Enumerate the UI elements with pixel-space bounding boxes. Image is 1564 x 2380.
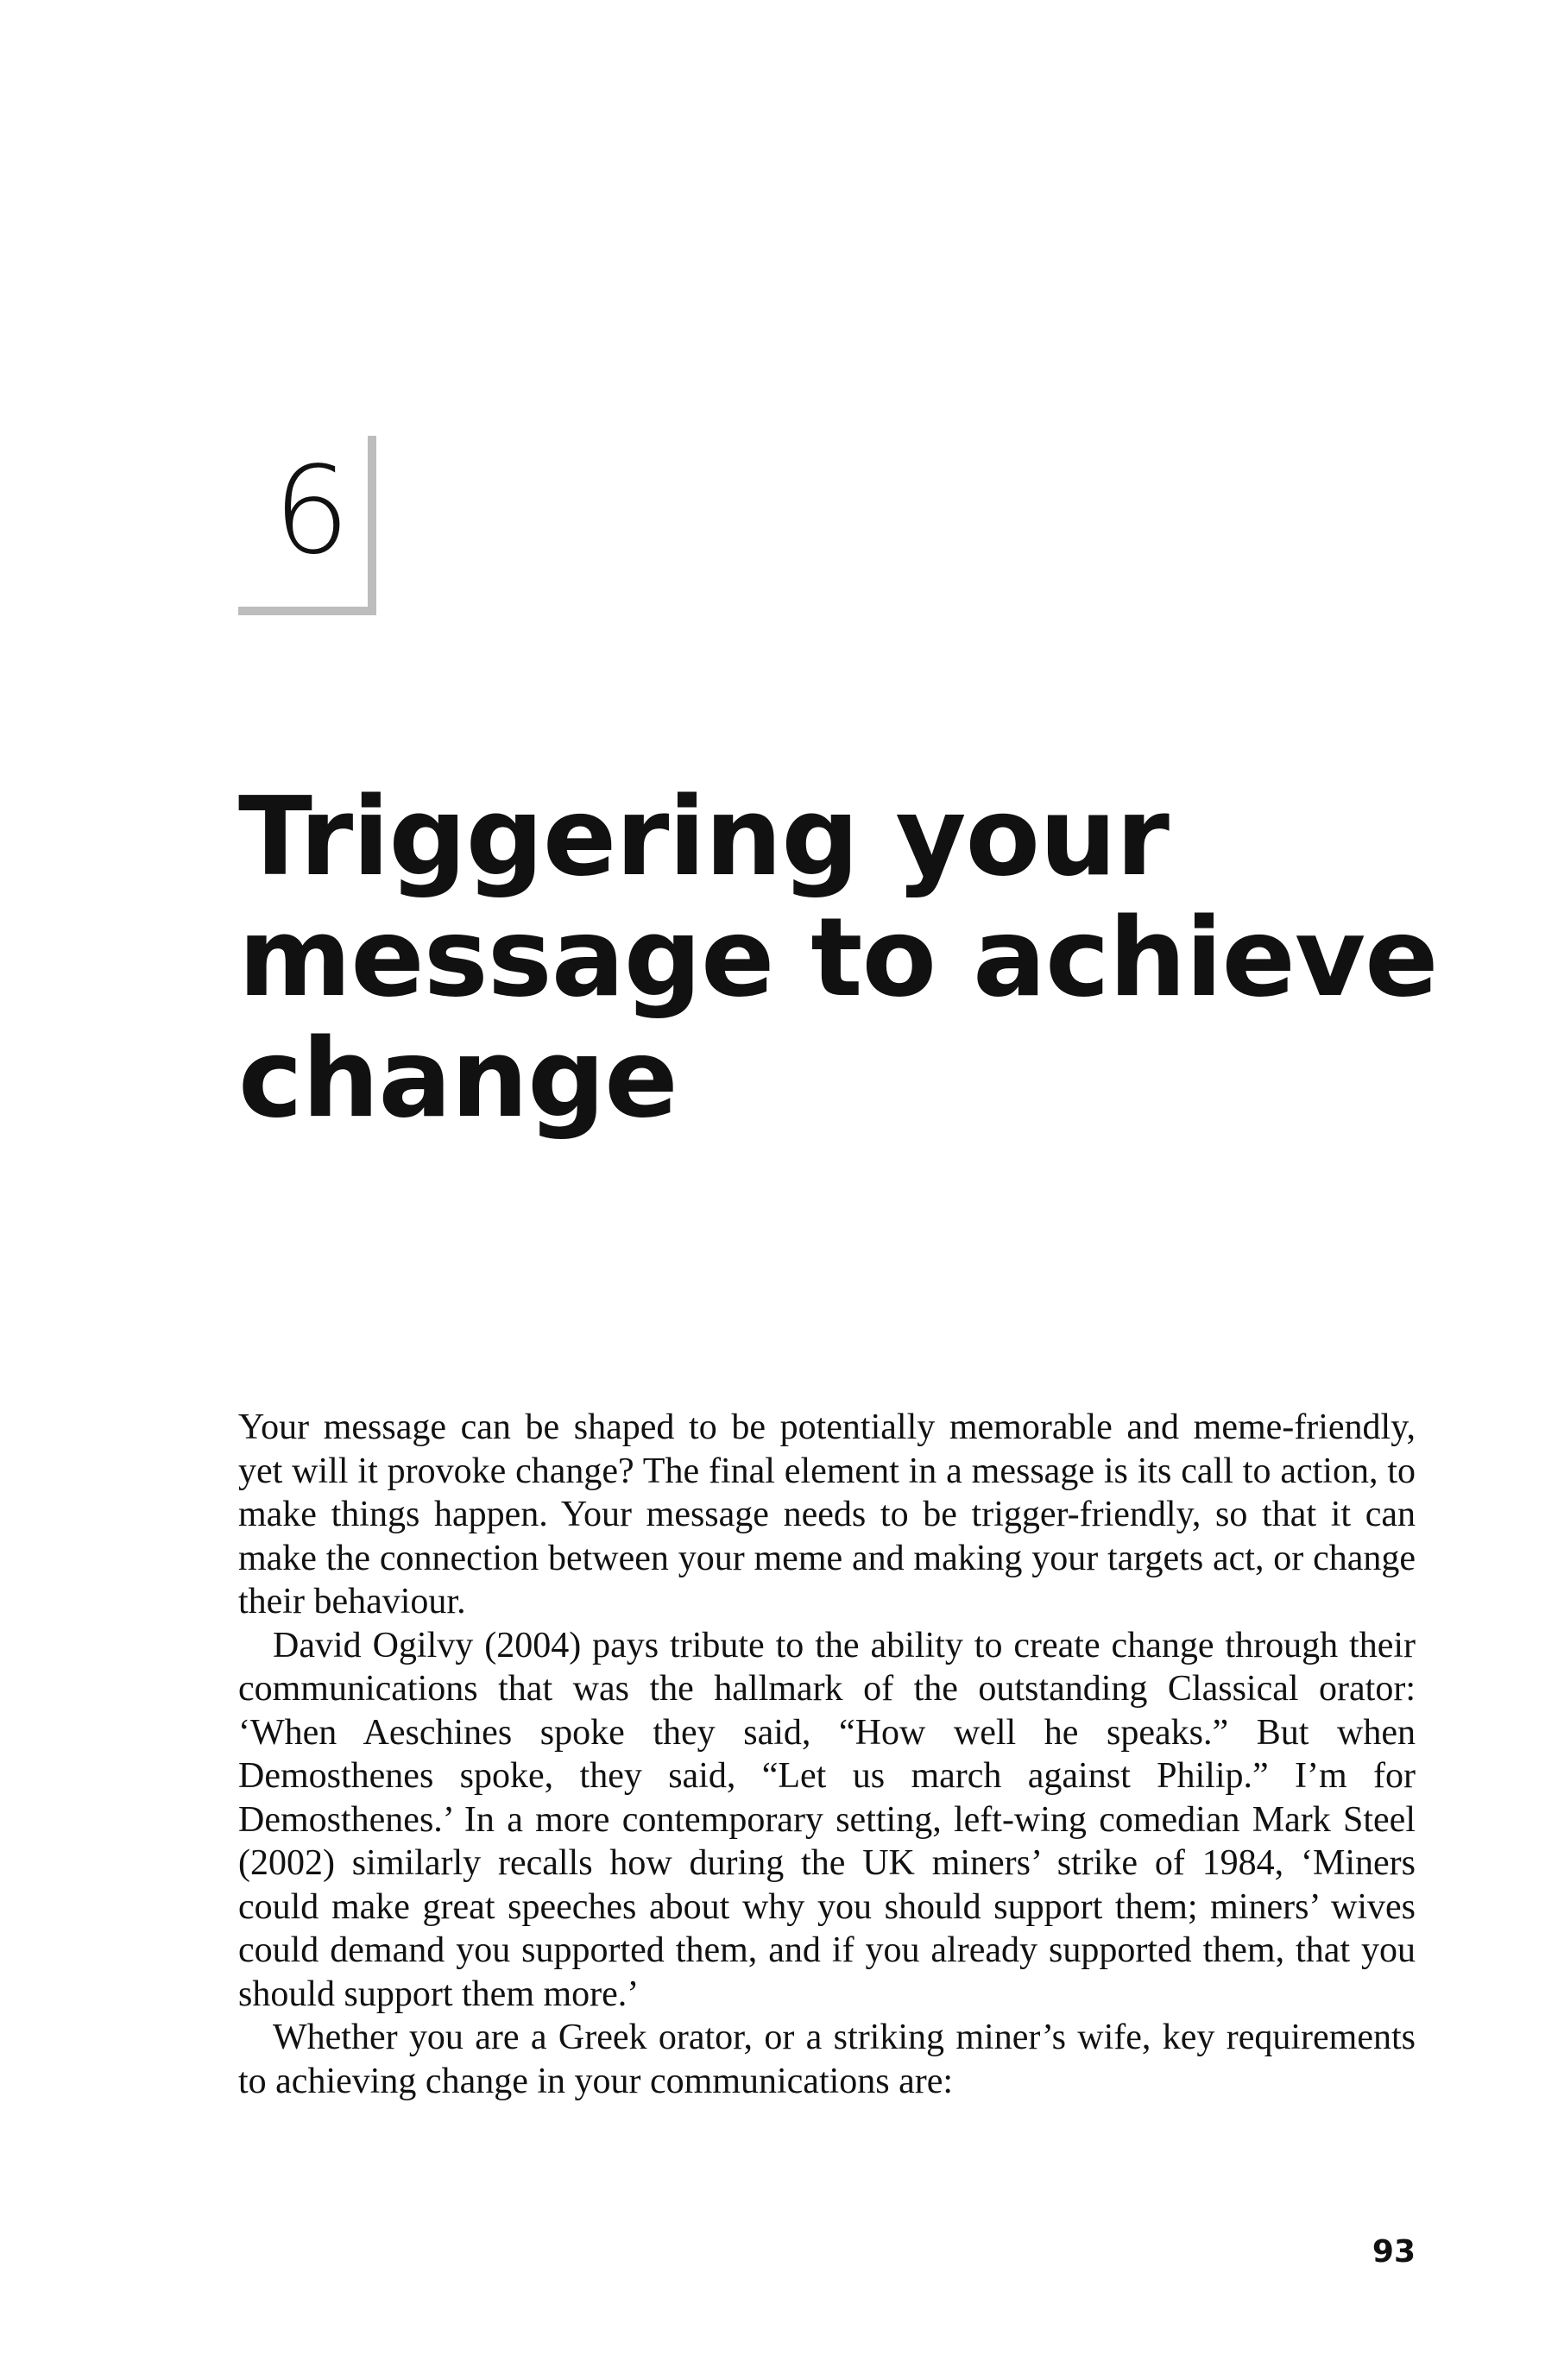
chapter-mark-horizontal-rule	[238, 607, 376, 615]
paragraph: Whether you are a Greek orator, or a striking miner’s wife, key requirements to achieving change in your communications are:	[238, 2018, 1416, 2101]
page-number: 93	[1372, 2234, 1416, 2270]
chapter-number: 6	[273, 441, 350, 582]
chapter-title-line: message to achieve	[238, 894, 1438, 1021]
chapter-title-line: Triggering your	[238, 773, 1169, 900]
chapter-title	[238, 773, 1438, 1142]
body-text	[238, 1406, 1416, 2103]
chapter-title-line: change	[238, 1015, 678, 1142]
chapter-mark-vertical-rule	[368, 436, 376, 615]
chapter-number-block	[238, 436, 376, 615]
paragraph: David Ogilvy (2004) pays tribute to the ability to create change through their communications that was the hallmark of the outstanding Classical orator: ‘When Aeschines spoke they said, “How well he speaks.” But when Demosthenes spoke, they said, “Let us march against Philip.” I’m for Demosthenes.’ In a more contemporary setting, left-wing comedian Mark Steel (2002) similarly recalls how during the UK miners’ strike of 1984, ‘Miners could make great speeches about why you should support them; miners’ wives could demand you supported them, and if you already supported them, that you should support them more.’	[238, 1625, 1416, 2014]
paragraph: Your message can be shaped to be potentially memorable and meme-friendly, yet will it provoke change? The final element in a message is its call to action, to make things happen. Your message needs to be trigger-friendly, so that it can make the connection between your meme and making your targets act, or change their behaviour.	[238, 1407, 1416, 1621]
